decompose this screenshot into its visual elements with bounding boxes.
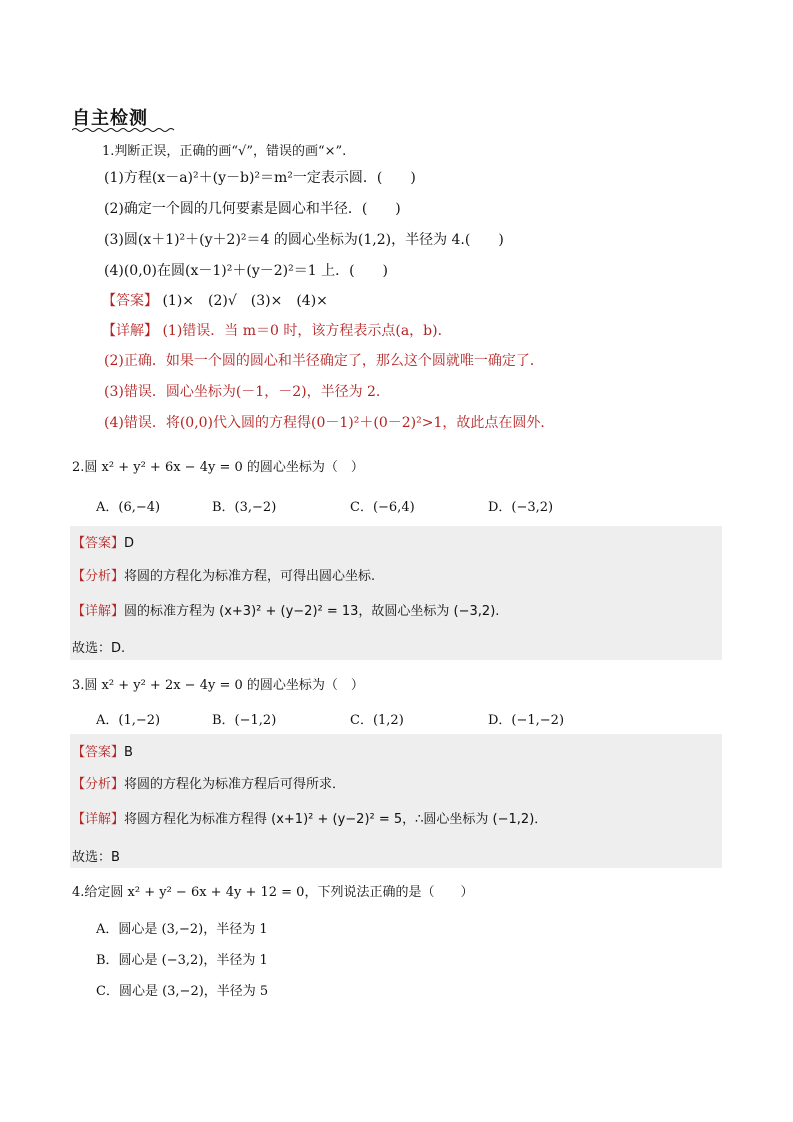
detail-tag: 【详解】 bbox=[72, 604, 125, 619]
q3-stem: 3.圆 x² + y² + 2x − 4y = 0 的圆心坐标为（ ） bbox=[72, 678, 364, 693]
q4-option-c: C．圆心是 (3,−2)，半径为 5 bbox=[96, 984, 269, 999]
q2-detail: 圆的标准方程为 (x+3)² + (y−2)² = 13，故圆心坐标为 (−3,2). bbox=[124, 604, 500, 619]
q1-item-2: (2)确定一个圆的几何要素是圆心和半径．( ) bbox=[104, 201, 401, 217]
answer-tag: 【答案】 bbox=[72, 745, 125, 760]
q2-choose: 故选：D. bbox=[72, 641, 126, 656]
q3-option-a: A．(1,−2) bbox=[96, 713, 161, 728]
q1-detail-line-1 bbox=[102, 320, 452, 340]
q3-answer-line bbox=[72, 741, 133, 760]
detail-tag: 【详解】 bbox=[72, 812, 125, 827]
q1-detail-4: (4)错误．将(0,0)代入圆的方程得(0－1)²＋(0－2)²>1，故此点在圆外． bbox=[104, 415, 555, 431]
analysis-tag: 【分析】 bbox=[72, 777, 125, 792]
wavy-underline bbox=[72, 127, 176, 133]
section-title: 自主检测 bbox=[72, 108, 148, 129]
q4-stem: 4.给定圆 x² + y² − 6x + 4y + 12 = 0，下列说法正确的是（ ） bbox=[72, 885, 474, 900]
analysis-tag: 【分析】 bbox=[72, 569, 125, 584]
answer-tag: 【答案】 bbox=[102, 293, 158, 309]
q3-answer: B bbox=[124, 745, 133, 760]
q2-analysis-line bbox=[72, 565, 375, 584]
q3-analysis-line bbox=[72, 773, 345, 792]
q4-option-a: A．圆心是 (3,−2)，半径为 1 bbox=[96, 922, 268, 937]
answer-tag: 【答案】 bbox=[72, 536, 125, 551]
q3-option-d: D．(−1,−2) bbox=[488, 713, 565, 728]
q2-option-a: A．(6,−4) bbox=[96, 500, 161, 515]
q1-stem: 1.判断正误，正确的画“√”，错误的画“×”. bbox=[102, 144, 347, 159]
q3-option-c: C．(1,2) bbox=[350, 713, 404, 728]
q3-option-b: B．(−1,2) bbox=[212, 713, 277, 728]
q2-answer: D bbox=[124, 536, 135, 551]
q1-detail-3: (3)错误．圆心坐标为(－1，－2)，半径为 2. bbox=[104, 384, 381, 400]
q2-answer-line bbox=[72, 532, 134, 551]
q3-analysis: 将圆的方程化为标准方程后可得所求． bbox=[124, 777, 346, 792]
q4-option-b: B．圆心是 (−3,2)，半径为 1 bbox=[96, 953, 268, 968]
q3-detail: 将圆方程化为标准方程得 (x+1)² + (y−2)² = 5，∴圆心坐标为 (−1,2)． bbox=[124, 812, 548, 827]
q2-analysis: 将圆的方程化为标准方程，可得出圆心坐标. bbox=[124, 569, 376, 584]
q3-detail-line bbox=[72, 808, 547, 827]
q1-item-4: (4)(0,0)在圆(x－1)²＋(y－2)²＝1 上．( ) bbox=[104, 263, 388, 279]
detail-tag: 【详解】 bbox=[102, 323, 158, 339]
q2-stem: 2.圆 x² + y² + 6x − 4y = 0 的圆心坐标为（ ） bbox=[72, 460, 364, 475]
q3-solution-box bbox=[70, 734, 722, 868]
q2-detail-line bbox=[72, 600, 499, 619]
q1-item-3: (3)圆(x＋1)²＋(y＋2)²＝4 的圆心坐标为(1,2)，半径为 4.( ) bbox=[104, 232, 504, 248]
q1-answer-line bbox=[102, 290, 328, 310]
q2-option-b: B．(3,−2) bbox=[212, 500, 277, 515]
q1-answer: (1)× (2)√ (3)× (4)× bbox=[158, 293, 328, 309]
q1-detail-2: (2)正确．如果一个圆的圆心和半径确定了，那么这个圆就唯一确定了． bbox=[104, 353, 544, 369]
q2-option-d: D．(−3,2) bbox=[488, 500, 554, 515]
q1-item-1: (1)方程(x－a)²＋(y－b)²＝m²一定表示圆．( ) bbox=[104, 170, 416, 186]
q2-option-c: C．(−6,4) bbox=[350, 500, 415, 515]
q3-choose: 故选：B bbox=[72, 850, 120, 865]
q2-solution-box bbox=[70, 526, 722, 660]
q1-detail-1: (1)错误．当 m＝0 时，该方程表示点(a，b)． bbox=[158, 323, 452, 339]
